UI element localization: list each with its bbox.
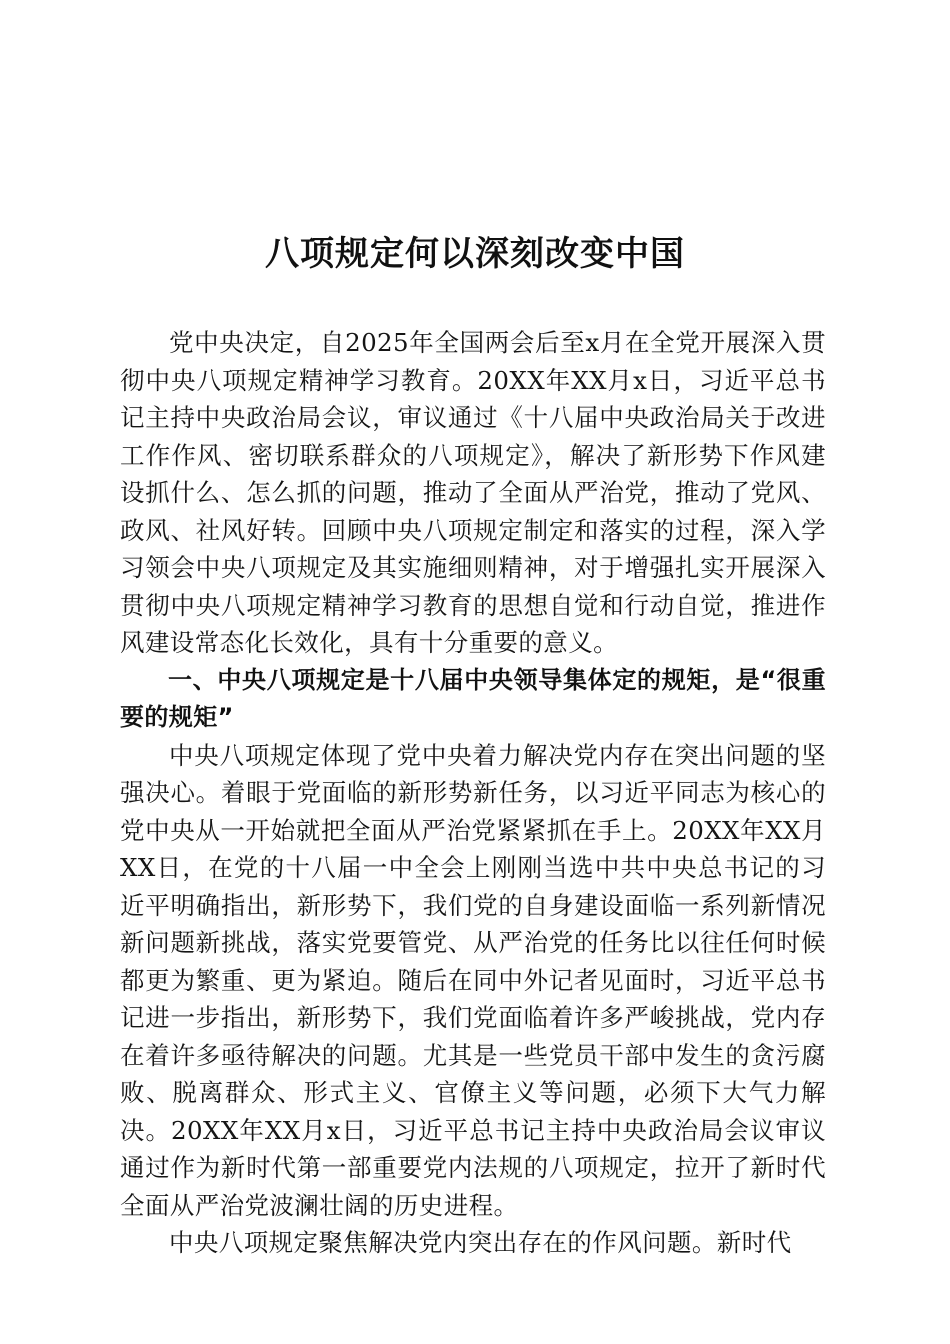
document-title: 八项规定何以深刻改变中国 xyxy=(265,234,685,274)
section-heading-1: 一、中央八项规定是十八届中央领导集体定的规矩，是“很重要的规矩” xyxy=(120,665,826,731)
paragraph-intro: 党中央决定，自2025年全国两会后至x月在全党开展深入贯彻中央八项规定精神学习教育。20XX年XX月x日，习近平总书记主持中央政治局会议，审议通过《十八届中央政治局关于改进工作作风、密切联系群众的八项规定》，解决了新形势下作风建设抓什么、怎么抓的问题，推动了全面从严治党，推动了党风、政风、社风好转。回顾中央八项规定制定和落实的过程，深入学习领会中央八项规定及其实施细则精神，对于增强扎实开展深入贯彻中央八项规定精神学习教育的思想自觉和行动自觉，推进作风建设常态化长效化，具有十分重要的意义。 xyxy=(120,328,826,657)
document-body xyxy=(120,324,826,1262)
paragraph-section-1-a: 中央八项规定体现了党中央着力解决党内存在突出问题的坚强决心。着眼于党面临的新形势新任务，以习近平同志为核心的党中央从一开始就把全面从严治党紧紧抓在手上。20XX年XX月XX日，在党的十八届一中全会上刚刚当选中共中央总书记的习近平明确指出，新形势下，我们党的自身建设面临一系列新情况新问题新挑战，落实党要管党、从严治党的任务比以往任何时候都更为繁重、更为紧迫。随后在同中外记者见面时，习近平总书记进一步指出，新形势下，我们党面临着许多严峻挑战，党内存在着许多亟待解决的问题。尤其是一些党员干部中发生的贪污腐败、脱离群众、形式主义、官僚主义等问题，必须下大气力解决。20XX年XX月x日，习近平总书记主持中央政治局会议审议通过作为新时代第一部重要党内法规的八项规定，拉开了新时代全面从严治党波澜壮阔的历史进程。 xyxy=(120,740,826,1220)
paragraph-section-1-b: 中央八项规定聚焦解决党内突出存在的作风问题。新时代 xyxy=(169,1228,792,1257)
